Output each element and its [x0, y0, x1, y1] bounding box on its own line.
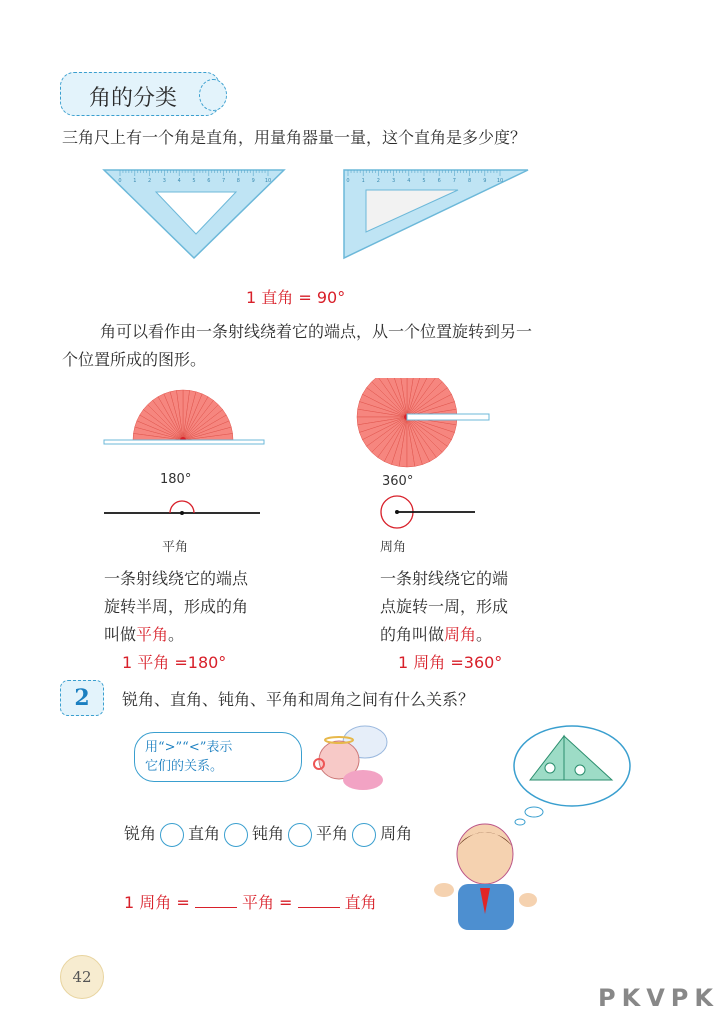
- full-angle-diagram: [375, 493, 485, 533]
- section-title-box: [60, 72, 220, 116]
- ruler-tick-label: 0: [346, 178, 350, 184]
- ruler-tick-label: 10: [264, 178, 272, 184]
- chain-straight: 平角: [316, 824, 349, 843]
- straight-angle-formula: 1 平角 =180°: [122, 653, 227, 672]
- full-desc-prefix: 的角叫做: [380, 625, 445, 644]
- ruler-tick-label: 2: [148, 178, 152, 184]
- section-title: 角的分类: [89, 86, 178, 111]
- ruler-tick-label: 10: [496, 178, 504, 184]
- ruler-tick-label: 2: [376, 178, 380, 184]
- hint-line-1: 用“>”“<”表示: [145, 740, 233, 755]
- ruler-tick-label: 1: [133, 178, 137, 184]
- chain-acute: 锐角: [124, 824, 157, 843]
- full-angle-degree: 360°: [382, 474, 414, 489]
- fill-part-2: 平角 =: [241, 893, 293, 912]
- definition-line-1: 角可以看作由一条射线绕着它的端点，从一个位置旋转到另一: [100, 322, 533, 341]
- full-desc-term: 周角: [444, 625, 477, 644]
- set-square-1-illustration: [100, 166, 290, 262]
- page-number: 42: [60, 955, 104, 999]
- compare-blank-4[interactable]: [352, 823, 376, 847]
- intro-question: 三角尺上有一个角是直角，用量角器量一量，这个直角是多少度？: [62, 128, 527, 147]
- ruler-tick-label: 3: [162, 178, 166, 184]
- hint-line-2: 它们的关系。: [145, 759, 224, 774]
- ruler-tick-label: 4: [177, 178, 181, 184]
- full-desc-line-3: [380, 621, 600, 649]
- ruler-tick-label: 1: [361, 178, 365, 184]
- ruler-tick-label: 9: [251, 178, 255, 184]
- ruler-tick-label: 7: [222, 178, 226, 184]
- full-angle-fan-illustration: [355, 378, 495, 468]
- compare-blank-2[interactable]: [224, 823, 248, 847]
- hint-speech-bubble: [134, 732, 302, 782]
- full-desc-line-2: 点旋转一周，形成: [380, 597, 509, 616]
- ruler-tick-label: 5: [192, 178, 196, 184]
- full-desc-line-1: 一条射线绕它的端: [380, 569, 509, 588]
- straight-angle-diagram: [100, 495, 270, 525]
- exercise-question: 锐角、直角、钝角、平角和周角之间有什么关系？: [122, 690, 475, 709]
- title-scroll-decoration: [199, 79, 227, 111]
- exercise-number-badge: 2: [60, 680, 104, 716]
- full-desc-suffix: 。: [476, 625, 493, 644]
- angle-relation-chain: [124, 820, 412, 848]
- ruler-tick-label: 3: [392, 178, 396, 184]
- chain-right: 直角: [188, 824, 221, 843]
- compare-blank-1[interactable]: [160, 823, 184, 847]
- ruler-tick-label: 7: [452, 178, 456, 184]
- ruler-tick-label: 6: [437, 178, 441, 184]
- ruler-tick-label: 4: [407, 178, 411, 184]
- boy-character-illustration: [430, 820, 540, 932]
- fill-part-3: 直角: [344, 893, 377, 912]
- thought-bubble-illustration: [508, 718, 636, 826]
- straight-desc-line-1: 一条射线绕它的端点: [104, 569, 249, 588]
- ruler-tick-label: 6: [207, 178, 211, 184]
- watermark: PKVPK: [598, 984, 719, 1012]
- compare-blank-3[interactable]: [288, 823, 312, 847]
- straight-angle-description: [104, 565, 324, 649]
- ruler-tick-label: 0: [118, 178, 122, 184]
- straight-angle-fan-illustration: [100, 385, 270, 455]
- fill-blank-2[interactable]: [298, 907, 340, 908]
- straight-desc-prefix: 叫做: [104, 625, 137, 644]
- ruler-tick-label: 8: [236, 178, 240, 184]
- ruler-tick-label: 9: [483, 178, 487, 184]
- straight-desc-term: 平角: [136, 625, 169, 644]
- ruler-tick-label: 5: [422, 178, 426, 184]
- fill-in-formula: [124, 890, 377, 913]
- chain-full: 周角: [380, 824, 413, 843]
- full-angle-description: [380, 565, 600, 649]
- definition-line-2: 个位置所成的图形。: [62, 350, 207, 369]
- chain-obtuse: 钝角: [252, 824, 285, 843]
- set-square-2-illustration: [340, 166, 532, 262]
- straight-angle-degree: 180°: [160, 472, 192, 487]
- full-angle-formula: 1 周角 =360°: [398, 653, 503, 672]
- straight-desc-line-3: [104, 621, 324, 649]
- fill-blank-1[interactable]: [195, 907, 237, 908]
- fill-part-1: 1 周角 =: [124, 893, 190, 912]
- ruler-tick-label: 8: [468, 178, 472, 184]
- right-angle-formula: 1 直角 = 90°: [246, 288, 346, 307]
- angel-character-illustration: [305, 718, 395, 798]
- full-angle-name: 周角: [380, 540, 407, 555]
- straight-desc-line-2: 旋转半周，形成的角: [104, 597, 249, 616]
- straight-desc-suffix: 。: [168, 625, 185, 644]
- straight-angle-name: 平角: [162, 540, 189, 555]
